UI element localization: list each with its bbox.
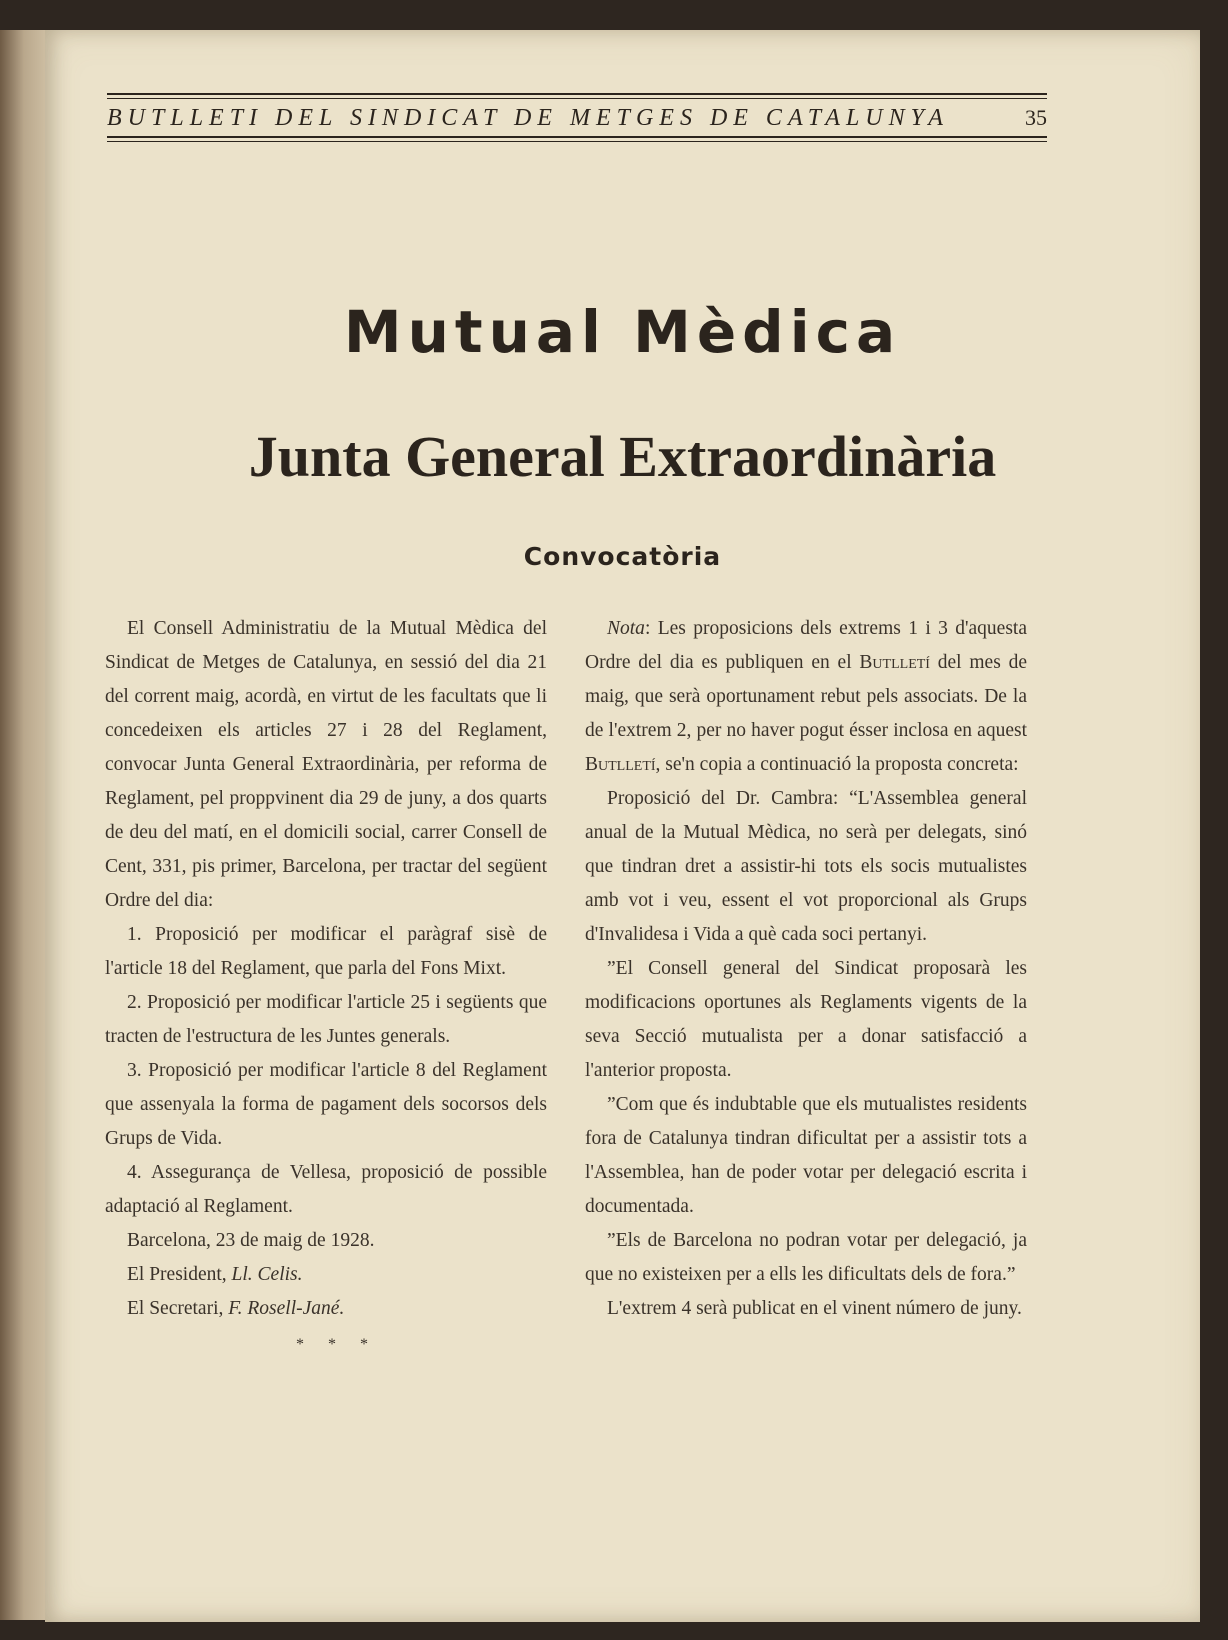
note-text-c: , se'n copia a continuació la proposta concreta:	[655, 754, 1019, 775]
book-left-page-edge	[0, 30, 48, 1620]
agenda-item-3: 3. Proposició per modificar l'article 8 del Reglament que assenyala la forma de pagament dels socorsos dels Grups de Vida.	[105, 1060, 547, 1149]
proposal-paragraph-3: ”Com que és indubtable que els mutualistes residents fora de Catalunya tindran dificultat per a assistir tots a l'Assemblea, han de poder votar per delegació escrita i documentada.	[585, 1094, 1027, 1217]
header-bottom-rule-thin	[107, 141, 1047, 142]
proposal-paragraph-1: Proposició del Dr. Cambra: “L'Assemblea general anual de la Mutual Mèdica, no serà per delegats, sinó que tindran dret a assistir-hi tots els socis mutualistes amb vot i veu, essent el vot proporcional als Grups d'Invalidesa i Vida a què cada soci pertanyi.	[585, 788, 1027, 945]
president-label: El President,	[127, 1264, 227, 1285]
journal-name: BUTLLETI DEL SINDICAT DE METGES DE CATALUNYA	[107, 105, 949, 131]
note-text-a: : Les proposicions dels extrems 1 i 3 d'aquesta Ordre del dia es publiquen en el	[585, 618, 1027, 673]
running-header	[107, 93, 1047, 142]
left-column	[105, 612, 547, 1362]
butlleti-ref-1: Butlletí	[859, 652, 930, 673]
section-heading: Convocatòria	[523, 542, 722, 571]
article-subtitle: Junta General Extraordinària	[248, 424, 997, 489]
convocation-paragraph: El Consell Administratiu de la Mutual Mèdica del Sindicat de Metges de Catalunya, en sessió del dia 21 del corrent maig, acordà, en virtut de les facultats que li concedeixen els articles 27 i 28 del Reglament, convocar Junta General Extraordinària, per reforma de Reglament, pel proppvinent dia 29 de juny, a dos quarts de deu del matí, en el domicili social, carrer Consell de Cent, 331, pis primer, Barcelona, per tractar del següent Ordre del dia:	[105, 618, 547, 911]
note-label: Nota	[607, 618, 645, 639]
journal-page	[45, 30, 1200, 1622]
section-separator-stars: * * *	[296, 1336, 378, 1353]
president-signature	[105, 1258, 547, 1292]
header-bottom-rule	[107, 136, 1047, 138]
note-text-b: del mes de maig, que serà oportunament rebut pels associats. De la de l'extrem 2, per no haver pogut ésser inclosa en aquest	[585, 652, 1027, 741]
page-number: 35	[1025, 105, 1047, 130]
closing-paragraph: L'extrem 4 serà publicat en el vinent número de juny.	[607, 1298, 1022, 1319]
header-row	[107, 99, 1047, 136]
date-line: Barcelona, 23 de maig de 1928.	[127, 1230, 375, 1251]
agenda-item-2: 2. Proposició per modificar l'article 25 i següents que tracten de l'estructura de les Juntes generals.	[105, 992, 547, 1047]
secretary-name: F. Rosell-Jané.	[228, 1298, 345, 1319]
proposal-paragraph-2: ”El Consell general del Sindicat proposarà les modificacions oportunes als Reglaments vigents de la seva Secció mutualista per a donar satisfacció a l'anterior proposta.	[585, 958, 1027, 1081]
article-title: Mutual Mèdica	[343, 298, 902, 366]
agenda-item-1: 1. Proposició per modificar el paràgraf sisè de l'article 18 del Reglament, que parla del Fons Mixt.	[105, 924, 547, 979]
right-column	[585, 612, 1027, 1326]
note-paragraph	[585, 612, 1027, 782]
proposal-paragraph-4: ”Els de Barcelona no podran votar per delegació, ja que no existeixen per a ells les dificultats dels de fora.”	[585, 1230, 1027, 1285]
agenda-item-4: 4. Assegurança de Vellesa, proposició de possible adaptació al Reglament.	[105, 1162, 547, 1217]
secretary-signature	[105, 1292, 547, 1326]
secretary-label: El Secretari,	[127, 1298, 224, 1319]
president-name: Ll. Celis.	[231, 1264, 303, 1285]
butlleti-ref-2: Butlletí	[585, 754, 656, 775]
header-top-rule	[107, 93, 1047, 95]
